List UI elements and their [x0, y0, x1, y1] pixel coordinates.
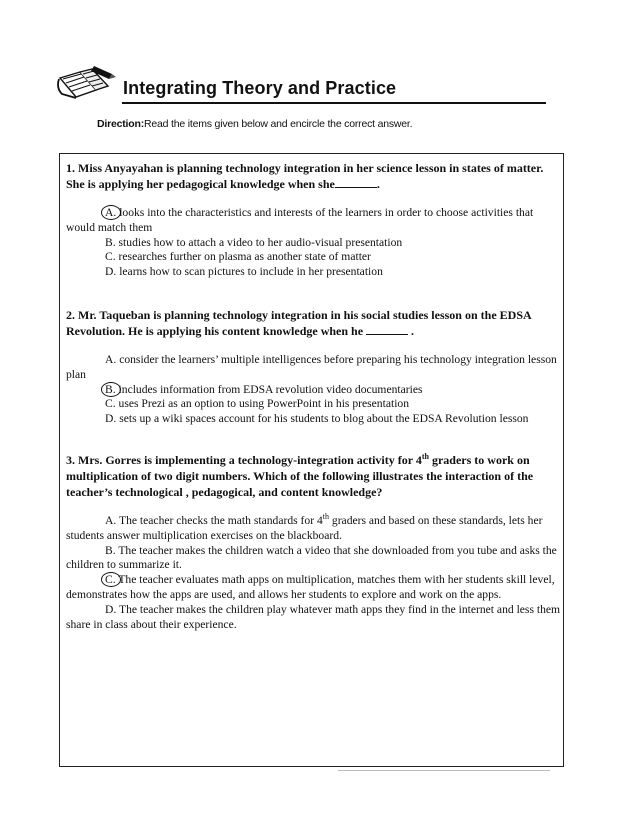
question-2	[66, 307, 564, 427]
option-d: D. learns how to scan pictures to include in her presentation	[105, 265, 383, 279]
question-stem: 2. Mr. Taqueban is planning technology integration in his social studies lesson on the EDSA Revolution. He is applying his content knowledge when he .	[66, 308, 531, 338]
question-1	[66, 160, 564, 280]
direction-text: Read the items given below and encircle the correct answer.	[144, 118, 413, 130]
option-c: C. The teacher evaluates math apps on multiplication, matches them with her students skill level, demonstrates how the apps are used, and allows her students to explore and work on the apps.	[66, 573, 555, 601]
page-title: Integrating Theory and Practice	[123, 78, 397, 98]
direction-label: Direction:	[97, 118, 145, 130]
option-a: A. looks into the characteristics and interests of the learners in order to choose activities that would match them	[66, 206, 534, 234]
question-stem: 1. Miss Anyayahan is planning technology integration in her science lesson in states of matter. She is applying her pedagogical knowledge when she .	[66, 161, 544, 191]
option-a: A. The teacher checks the math standards for 4th graders and based on these standards, lets her students answer multiplication exercises on the blackboard.	[66, 512, 543, 542]
option-d: D. The teacher makes the children play whatever math apps they find in the internet and less them share in class about their experience.	[66, 602, 561, 631]
answer-circle	[101, 205, 121, 220]
option-b: B. The teacher makes the children watch a video that she downloaded from you tube and asks the children to summarize it.	[66, 543, 557, 572]
question-stem: 3. Mrs. Gorres is implementing a technology-integration activity for 4th graders to work on multiplication of two digit numbers. Which of the following illustrates the interaction of the teacher’s technological , pedagogical, and content knowledge?	[66, 452, 534, 499]
option-c: C. uses Prezi as an option to using PowerPoint in his presentation	[105, 397, 410, 411]
title-underline	[122, 102, 546, 104]
answer-blank	[366, 323, 408, 335]
option-d: D. sets up a wiki spaces account for his students to blog about the EDSA Revolution lesson	[105, 412, 529, 426]
direction-line	[97, 118, 412, 130]
option-b: B. studies how to attach a video to her audio-visual presentation	[105, 235, 403, 249]
option-b: B. includes information from EDSA revolution video documentaries	[66, 383, 564, 398]
footer-rule	[338, 770, 550, 771]
answer-blank	[335, 176, 377, 188]
notebook-pen-icon	[56, 64, 116, 102]
option-c: C. researches further on plasma as another state of matter	[105, 250, 371, 264]
question-3	[66, 452, 564, 632]
answer-circle	[101, 382, 121, 397]
option-a: A. consider the learners’ multiple intelligences before preparing his technology integration lesson plan	[66, 353, 557, 381]
